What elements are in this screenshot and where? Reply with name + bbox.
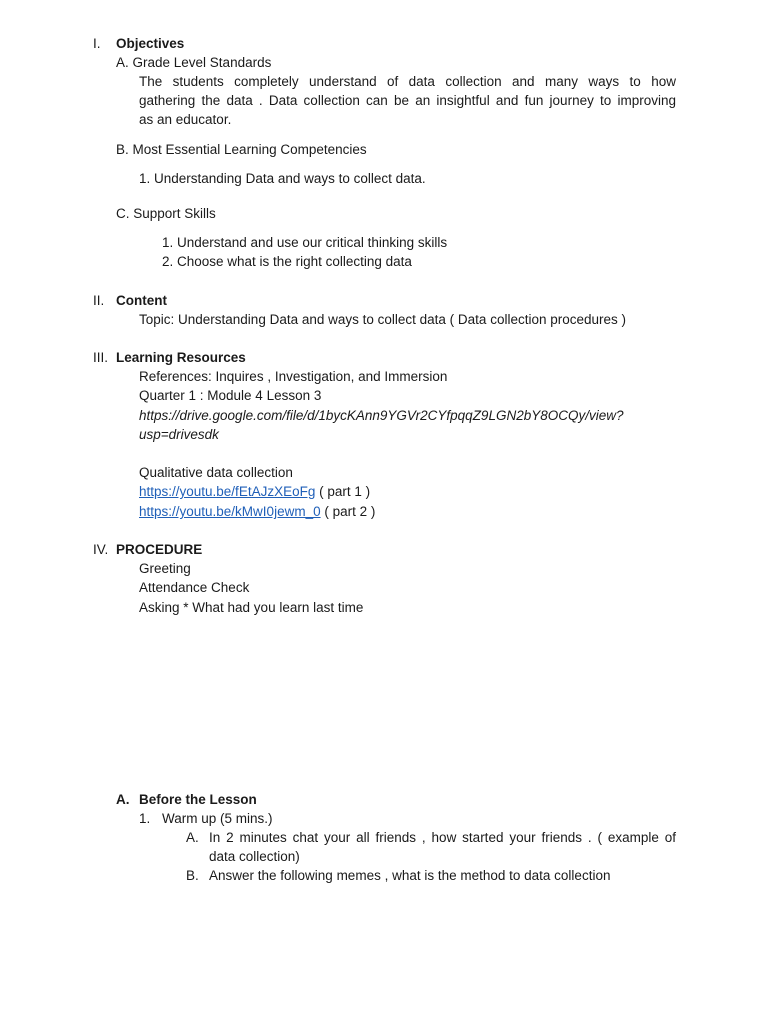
competencies-label: B. Most Essential Learning Competencies bbox=[116, 142, 367, 157]
section-4-title: PROCEDURE bbox=[116, 542, 203, 557]
qualitative-label: Qualitative data collection bbox=[139, 465, 293, 480]
competency-item-1: 1. Understanding Data and ways to collect data. bbox=[139, 171, 426, 186]
drive-url-line-1: https://drive.google.com/file/d/1bycKAnn9YGVr2CYfpqqZ9LGN2bY8OCQy/view? bbox=[139, 408, 624, 423]
standards-text-line-2: gathering the data . Data collection can be an insightful and fun journey to improving bbox=[139, 93, 676, 108]
standards-text-line-1: The students completely understand of data collection and many ways to how bbox=[139, 74, 676, 89]
grade-level-standards-label: A. Grade Level Standards bbox=[116, 55, 272, 70]
quarter-module-text: Quarter 1 : Module 4 Lesson 3 bbox=[139, 388, 322, 403]
section-2-numeral: II. bbox=[93, 293, 105, 308]
support-skill-item-1: 1. Understand and use our critical thinking skills bbox=[162, 235, 448, 250]
procedure-greeting: Greeting bbox=[139, 561, 191, 576]
section-2-title: Content bbox=[116, 293, 167, 308]
procedure-attendance: Attendance Check bbox=[139, 580, 250, 595]
before-lesson-title: Before the Lesson bbox=[139, 792, 257, 807]
section-3-numeral: III. bbox=[93, 350, 109, 365]
video-link-row-2 bbox=[139, 502, 375, 521]
warm-up-text: Warm up (5 mins.) bbox=[162, 811, 273, 826]
support-skill-item-2: 2. Choose what is the right collecting data bbox=[162, 254, 412, 269]
sub-item-b-label: B. bbox=[186, 868, 199, 883]
references-text: References: Inquires , Investigation, and Immersion bbox=[139, 369, 448, 384]
youtube-link-part-2[interactable]: https://youtu.be/kMwI0jewm_0 bbox=[139, 504, 321, 519]
procedure-asking: Asking * What had you learn last time bbox=[139, 600, 364, 615]
sub-item-b-text: Answer the following memes , what is the method to data collection bbox=[209, 868, 611, 883]
standards-text-line-3: as an educator. bbox=[139, 112, 232, 127]
section-3-title: Learning Resources bbox=[116, 350, 246, 365]
part-1-suffix: ( part 1 ) bbox=[315, 484, 371, 499]
youtube-link-part-1[interactable]: https://youtu.be/fEtAJzXEoFg bbox=[139, 484, 316, 499]
content-topic: Topic: Understanding Data and ways to collect data ( Data collection procedures ) bbox=[139, 312, 627, 327]
section-4-numeral: IV. bbox=[93, 542, 109, 557]
warm-up-number: 1. bbox=[139, 811, 151, 826]
part-2-suffix: ( part 2 ) bbox=[320, 504, 376, 519]
section-1-numeral: I. bbox=[93, 36, 101, 51]
sub-item-a-line-1: In 2 minutes chat your all friends , how started your friends . ( example of bbox=[209, 830, 676, 845]
sub-item-a-line-2: data collection) bbox=[209, 849, 300, 864]
sub-item-a-label: A. bbox=[186, 830, 199, 845]
section-1-title: Objectives bbox=[116, 36, 185, 51]
before-lesson-label: A. bbox=[116, 792, 130, 807]
support-skills-label: C. Support Skills bbox=[116, 206, 216, 221]
drive-url-line-2: usp=drivesdk bbox=[139, 427, 219, 442]
video-link-row-1 bbox=[139, 482, 370, 501]
